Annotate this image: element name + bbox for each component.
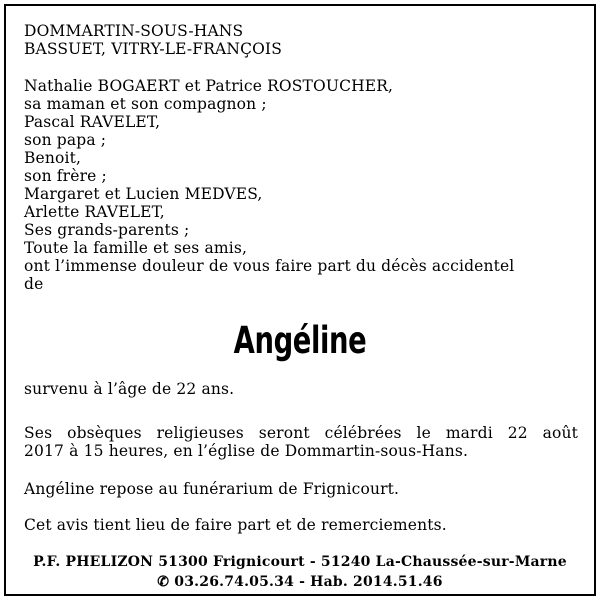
announcement-line: de: [24, 275, 44, 293]
deceased-name: Angéline: [233, 319, 367, 362]
funeral-home-contact: ✆ 03.26.74.05.34 - Hab. 2014.51.46: [157, 574, 443, 590]
family-line: Arlette RAVELET,: [24, 203, 165, 221]
family-line: Margaret et Lucien MEDVES,: [24, 185, 263, 203]
rest-line: Angéline repose au funérarium de Frignicourt.: [24, 480, 400, 498]
family-line: Benoit,: [24, 149, 82, 167]
locality-header: [24, 22, 578, 58]
age-line: survenu à l’âge de 22 ans.: [24, 380, 235, 398]
ceremony-statement: [24, 424, 578, 460]
thanks-statement: [24, 516, 578, 534]
ceremony-line: Ses obsèques religieuses seront célébrées le mardi 22 août: [24, 424, 578, 442]
announcement-line: ont l’immense douleur de vous faire part du décès accidentel: [24, 257, 515, 275]
death-notice: [4, 4, 596, 596]
rest-statement: [24, 480, 578, 498]
thanks-line: Cet avis tient lieu de faire part et de remerciements.: [24, 516, 447, 534]
family-line: son frère ;: [24, 167, 107, 185]
funeral-home-footer: [6, 552, 594, 592]
locality-line: DOMMARTIN-SOUS-HANS: [24, 22, 244, 40]
family-line: Pascal RAVELET,: [24, 113, 161, 131]
family-list: [24, 77, 578, 293]
family-line: Nathalie BOGAERT et Patrice ROSTOUCHER,: [24, 77, 394, 95]
family-line: Ses grands-parents ;: [24, 221, 190, 239]
funeral-home-address: P.F. PHELIZON 51300 Frignicourt - 51240 La-Chaussée-sur-Marne: [33, 554, 567, 570]
locality-line: BASSUET, VITRY-LE-FRANÇOIS: [24, 40, 282, 58]
family-line: sa maman et son compagnon ;: [24, 95, 267, 113]
age-statement: [24, 380, 578, 398]
ceremony-line: 2017 à 15 heures, en l’église de Dommartin-sous-Hans.: [24, 442, 469, 460]
family-line: son papa ;: [24, 131, 107, 149]
family-line: Toute la famille et ses amis,: [24, 239, 248, 257]
